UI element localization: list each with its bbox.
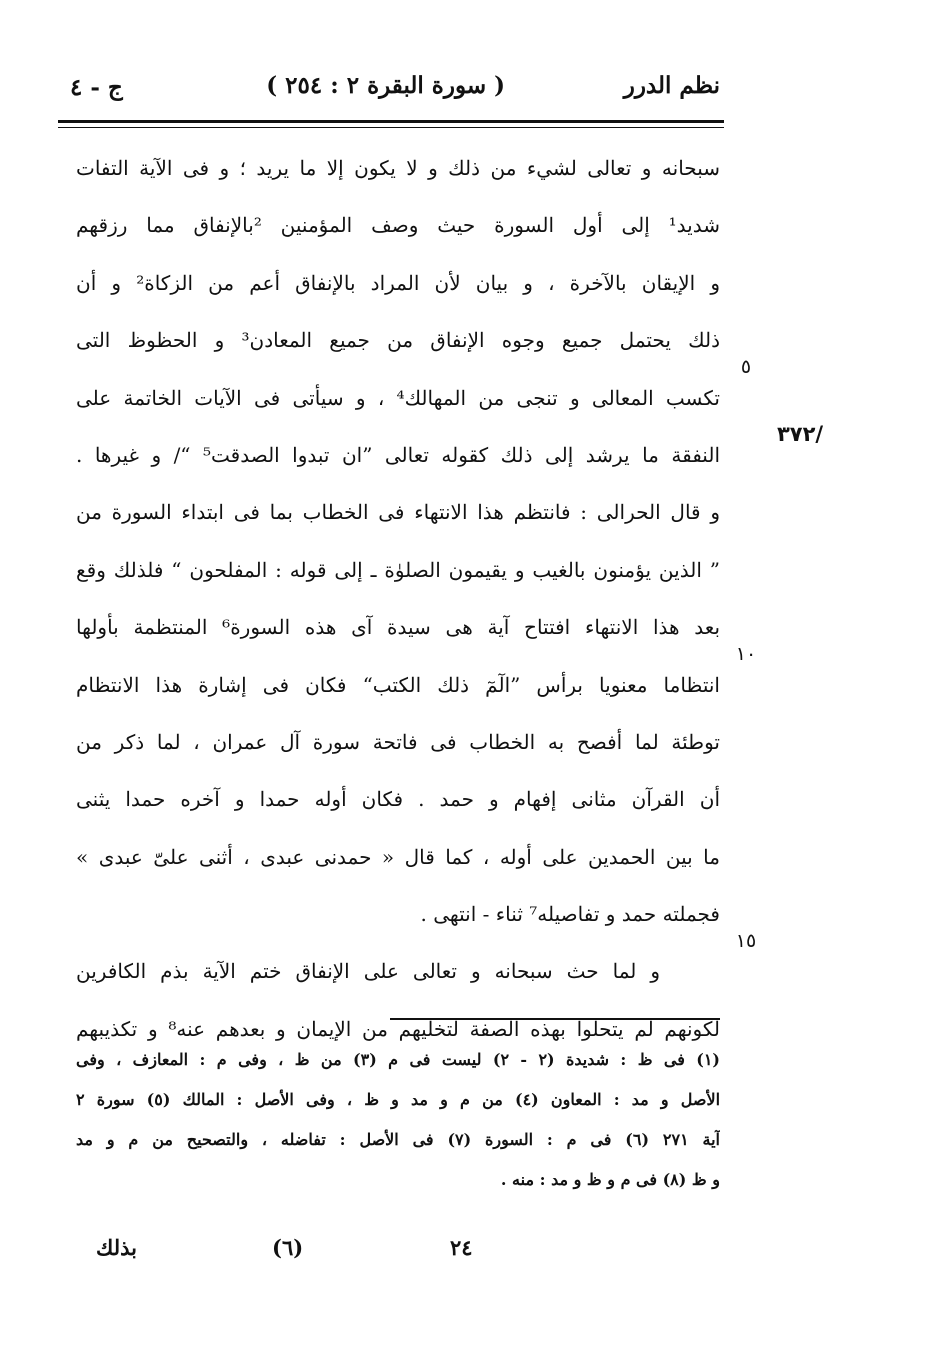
header-rule-thin xyxy=(58,127,724,128)
page-number: ٢٤ xyxy=(450,1235,473,1260)
footnote-rule xyxy=(390,1018,720,1020)
volume-number: ج - ٤ xyxy=(70,74,123,101)
margin-page-reference: /٣٧٢ xyxy=(776,422,824,446)
text-line: سبحانه و تعالى لشيء من ذلك و لا يكون إلا ما يريد ؛ و فى الآية التفات xyxy=(76,156,720,180)
text-line: فجملته حمد و تفاصيله⁷ ثناء - انتهى . xyxy=(420,902,720,927)
footnote-line: الأصل و مد : المعاون (٤) من م و مد و ظ ، وفى الأصل : المالك (٥) سورة ٢ xyxy=(76,1090,720,1109)
text-line: لكونهم لم يتحلوا بهذه الصفة لتخليهم من الإيمان و بعدهم عنه⁸ و تكذيبهم xyxy=(76,1016,720,1041)
signature-mark: (٦) xyxy=(272,1235,304,1260)
text-line: ” الذين يؤمنون بالغيب و يقيمون الصلوٰة ـ إلى قوله : المفلحون “ فلذلك وقع xyxy=(76,557,720,582)
page-footer xyxy=(60,1235,720,1275)
text-line: ما بين الحمدين على أوله ، كما قال « حمدنى عبدى ، أثنى علىّ عبدى » xyxy=(76,844,720,869)
header-rule-thick xyxy=(58,120,724,123)
footnote-line: و ظ (٨) فى م و ظ و مد : منه . xyxy=(500,1170,720,1189)
surah-reference: ( سورة البقرة ٢ : ٢٥٤ ) xyxy=(266,72,505,99)
text-line: انتظاما معنويا برأس ”الٓمٓ ذلك الكتب“ فكان فى إشارة هذا الانتظام xyxy=(76,672,720,697)
text-line: و لما حث سبحانه و تعالى على الإنفاق ختم الآية بذم الكافرين xyxy=(76,959,660,984)
line-number-15: ١٥ xyxy=(735,930,757,952)
text-line: و قال الحرالى : فانتظم هذا الانتهاء فى الخطاب بما فى ابتداء السورة من xyxy=(76,500,720,525)
text-line: شديد¹ إلى أول السورة حيث وصف المؤمنين ²بالإنفاق مما رزقهم xyxy=(76,213,720,238)
text-line: توطئة لما أفصح به الخطاب فى فاتحة سورة آل عمران ، لما ذكر من xyxy=(76,729,720,754)
text-line: أن القرآن مثانى إفهام و حمد . فكان أوله حمدا و آخره حمدا يثنى xyxy=(76,787,720,812)
line-number-5: ٥ xyxy=(740,356,752,378)
line-number-10: ١٠ xyxy=(735,643,757,665)
text-line: تكسب المعالى و تنجى من المهالك⁴ ، و سيأتى فى الآيات الخاتمة على xyxy=(76,385,720,410)
footnote-line: (١) فى ظ : شديدة (٢ - ٢) ليست فى م (٣) من ظ ، وفى م : المعازف ، وفى xyxy=(76,1050,720,1069)
text-line: بعد هذا الانتهاء افتتاح آية هى سيدة آى هذه السورة⁶ المنتظمة بأولها xyxy=(76,615,720,640)
text-line: ذلك يحتمل جميع وجوه الإنفاق من جميع المعادن³ و الحظوظ التى xyxy=(76,328,720,353)
text-line: و الإيقان بالآخرة ، و بيان لأن المراد بالإنفاق أعم من الزكاة² و أن xyxy=(76,270,720,295)
footnote-line: آية ٢٧١ (٦) فى م : السورة (٧) فى الأصل : تفاضله ، والتصحيح من م و مد xyxy=(76,1130,720,1149)
main-text xyxy=(76,140,720,1058)
catchword: بذلك xyxy=(96,1235,137,1260)
footnotes xyxy=(76,1040,720,1200)
running-header xyxy=(60,68,720,112)
book-title: نظم الدرر xyxy=(623,72,720,99)
text-line: النفقة ما يرشد إلى ذلك كقوله تعالى ”ان تبدوا الصدقت⁵ “/ و غيرها . xyxy=(76,442,720,467)
